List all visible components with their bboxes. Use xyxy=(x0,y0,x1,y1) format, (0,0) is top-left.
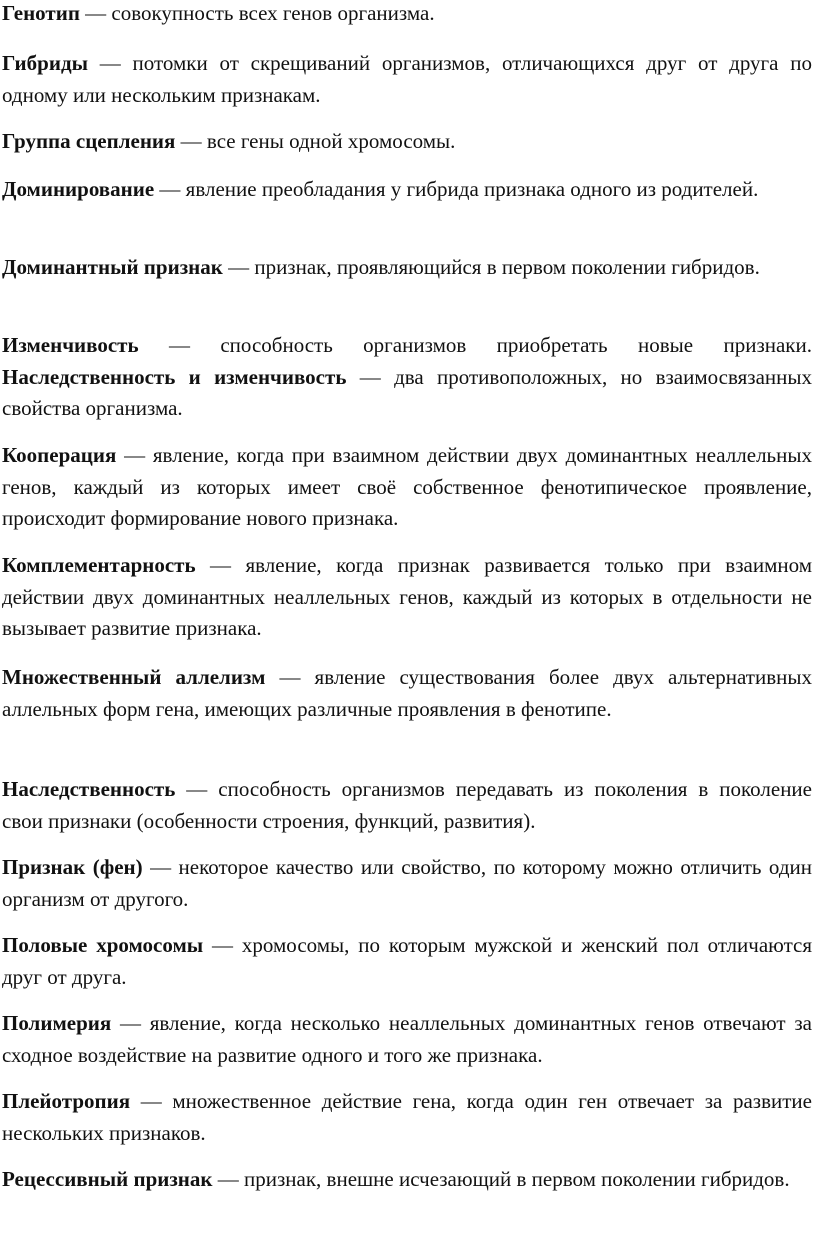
term-label: Множественный аллелизм xyxy=(2,665,266,689)
term-label: Доминирование xyxy=(2,177,155,201)
term-label: Группа сцепления xyxy=(2,129,176,153)
term-label: Рецессивный признак xyxy=(2,1167,213,1191)
definition-text: — явление существования более двух альтернативных аллельных форм гена, имеющих различные проявления в фенотипе. xyxy=(2,665,812,721)
term-label: Половые хромосомы xyxy=(2,933,204,957)
definition-text: — признак, внешне исчезающий в первом поколении гибридов. xyxy=(212,1167,790,1191)
definition-text: — способность организмов приобретать новые признаки. xyxy=(138,333,812,357)
definition-text-secondary: — два противоположных, но взаимосвязанных свойства организма. xyxy=(2,364,812,420)
glossary-entry-linkage-group xyxy=(2,126,812,158)
term-label: Признак (фен) xyxy=(2,855,143,879)
term-label: Полимерия xyxy=(2,1011,112,1035)
glossary-entry-complementarity xyxy=(2,550,812,645)
glossary-entry-genotype xyxy=(2,0,812,30)
definition-text: — явление, когда признак развивается только при взаимном действии двух доминантных неаллельных генов, каждый из которых в отдельности не вызывает развитие признака. xyxy=(2,553,812,640)
glossary-entry-multiple-allelism xyxy=(2,662,812,725)
definition-text: — признак, проявляющийся в первом поколении гибридов. xyxy=(222,255,760,279)
term-label: Изменчивость xyxy=(2,333,139,357)
term-label: Гибриды xyxy=(2,51,88,75)
definition-text: — хромосомы, по которым мужской и женский пол отличаются друг от друга. xyxy=(2,933,812,989)
definition-text: — некоторое качество или свойство, по которому можно отличить один организм от другого. xyxy=(2,855,812,911)
definition-text: — способность организмов передавать из поколения в поколение свои признаки (особенности строения, функций, развития). xyxy=(2,777,812,833)
term-label-secondary: Наследственность и изменчивость xyxy=(2,364,347,389)
glossary-entry-trait xyxy=(2,852,812,915)
glossary-entry-variability xyxy=(2,330,812,425)
glossary-entry-heredity xyxy=(2,774,812,837)
definition-text: — потомки от скрещиваний организмов, отличающихся друг от друга по одному или нескольким признакам. xyxy=(2,51,812,107)
definition-text: — явление, когда при взаимном действии двух доминантных неаллельных генов, каждый из которых имеет своё собственное фенотипическое проявление, происходит формирование нового признака. xyxy=(2,443,812,530)
definition-text: — все гены одной хромосомы. xyxy=(175,129,456,153)
glossary-entry-cooperation xyxy=(2,440,812,535)
glossary-entry-dominance xyxy=(2,174,812,206)
definition-text: — множественное действие гена, когда один ген отвечает за развитие нескольких признаков. xyxy=(2,1089,812,1145)
glossary-entry-sex-chromosomes xyxy=(2,930,812,993)
glossary-entry-dominant-trait xyxy=(2,252,812,284)
glossary-entry-hybrids xyxy=(2,48,812,111)
term-label: Генотип xyxy=(2,1,80,25)
glossary-entry-recessive-trait xyxy=(2,1164,812,1196)
term-label: Доминантный признак xyxy=(2,255,223,279)
term-label: Наследственность xyxy=(2,777,176,801)
definition-text: — совокупность всех генов организма. xyxy=(79,1,435,25)
term-label: Плейотропия xyxy=(2,1089,131,1113)
term-label: Кооперация xyxy=(2,443,117,467)
glossary-entry-pleiotropy xyxy=(2,1086,812,1149)
term-label: Комплементарность xyxy=(2,553,196,577)
definition-text: — явление преобладания у гибрида признака одного из родителей. xyxy=(154,177,759,201)
glossary-entry-polymery xyxy=(2,1008,812,1071)
definition-text: — явление, когда несколько неаллельных доминантных генов отвечают за сходное воздействие на развитие одного и того же признака. xyxy=(2,1011,812,1067)
